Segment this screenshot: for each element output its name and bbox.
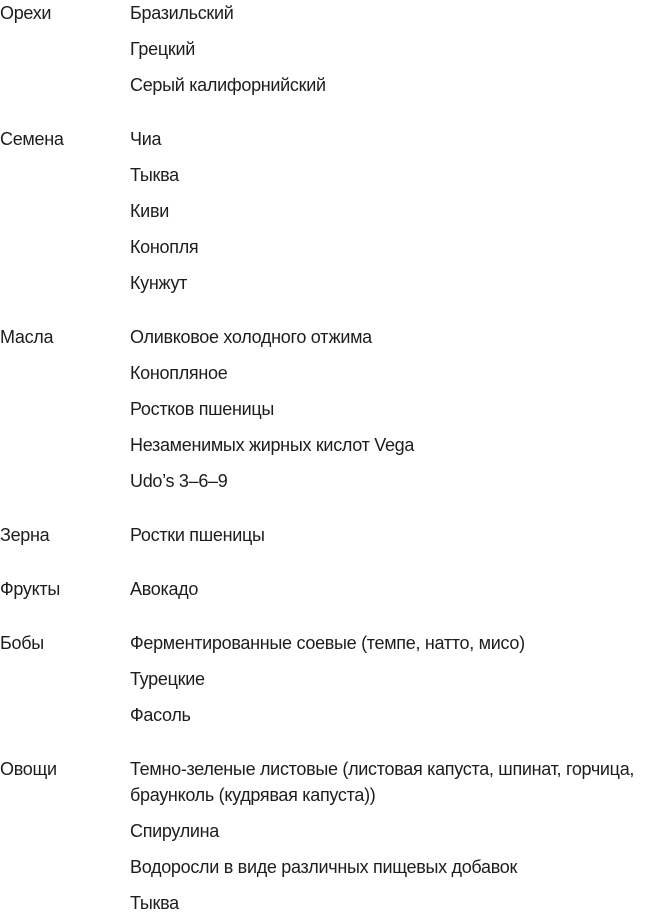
items-cell (130, 522, 668, 548)
item-label: Незаменимых жирных кислот Vega (130, 435, 415, 455)
item-label: Темно-зеленые листовые (листовая капуста, шпинат, горчица, браунколь (кудрявая капуста)) (130, 759, 635, 805)
table-row (0, 324, 668, 494)
items-cell (130, 0, 668, 98)
item-label: Фасоль (130, 705, 191, 725)
item-label: Бразильский (130, 3, 234, 23)
item-label: Чиа (130, 129, 162, 149)
item-label: Тыква (130, 165, 179, 185)
item-label: Турецкие (130, 669, 205, 689)
item-label: Конопля (130, 237, 199, 257)
item-label: Серый калифорнийский (130, 75, 326, 95)
item-label: Udo’s 3–6–9 (130, 471, 228, 491)
item-label: Ростков пшеницы (130, 399, 275, 419)
item-label: Ростки пшеницы (130, 525, 265, 545)
category-label: Овощи (0, 759, 57, 779)
table-row (0, 522, 668, 548)
category-label: Зерна (0, 525, 50, 545)
category-label: Бобы (0, 633, 44, 653)
table-row (0, 576, 668, 602)
item-label: Киви (130, 201, 169, 221)
item-label: Конопляное (130, 363, 228, 383)
category-label: Орехи (0, 3, 52, 23)
item-label: Ферментированные соевые (темпе, натто, мисо) (130, 633, 525, 653)
item-label: Тыква (130, 893, 179, 913)
items-cell (130, 126, 668, 296)
item-label: Оливковое холодного отжима (130, 327, 372, 347)
table-row (0, 0, 668, 98)
table-row (0, 126, 668, 296)
category-label: Фрукты (0, 579, 60, 599)
table-row (0, 630, 668, 728)
item-label: Водоросли в виде различных пищевых добавок (130, 857, 518, 877)
item-label: Грецкий (130, 39, 195, 59)
items-cell (130, 630, 668, 728)
items-cell (130, 756, 668, 914)
items-cell (130, 324, 668, 494)
category-label: Масла (0, 327, 54, 347)
item-label: Авокадо (130, 579, 199, 599)
category-label: Семена (0, 129, 64, 149)
items-cell (130, 576, 668, 602)
item-label: Кунжут (130, 273, 188, 293)
table-row (0, 756, 668, 914)
item-label: Спирулина (130, 821, 220, 841)
